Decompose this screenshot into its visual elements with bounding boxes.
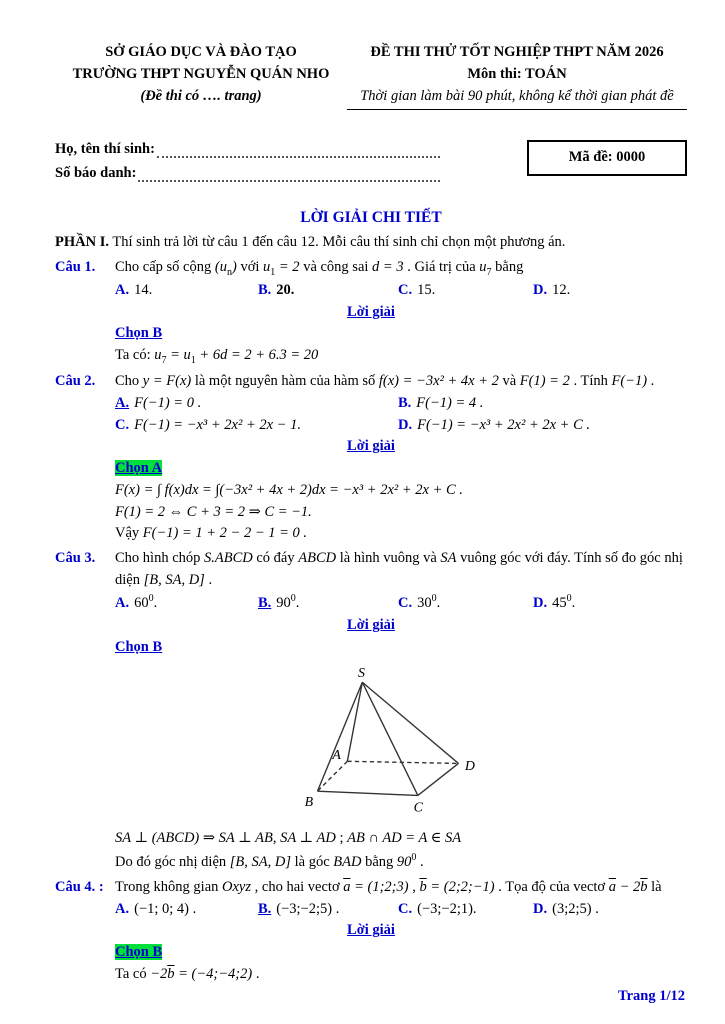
header-left xyxy=(55,42,347,110)
vertex-label-c: C xyxy=(413,800,423,816)
q2-option-c xyxy=(115,415,398,437)
q2-option-d xyxy=(398,415,687,437)
q4-option-c xyxy=(398,899,533,921)
q1-chosen-label: Chọn B xyxy=(115,325,163,342)
q4-option-c-letter: C. xyxy=(398,900,413,917)
student-name-line xyxy=(55,138,440,162)
exam-code-text: Mã đề: 0000 xyxy=(568,149,646,166)
q1-option-d-letter: D. xyxy=(533,281,548,298)
q4-options xyxy=(115,899,687,921)
student-name-label: Họ, tên thí sinh: xyxy=(55,141,155,158)
q3-stem-row xyxy=(55,548,687,592)
exam-code-box xyxy=(527,140,687,176)
question-4 xyxy=(55,877,687,986)
q1-stem-row xyxy=(55,257,687,280)
pyramid-figure xyxy=(279,665,514,817)
q3-option-b-text: $90^0$. xyxy=(276,593,300,612)
q3-number: Câu 3. xyxy=(55,550,96,567)
q1-solution-line-1: Ta có: $u_7 = u_1 + 6d = 2 + 6.3 = 20$ xyxy=(115,347,319,367)
q4-loi-giai-label: Lời giải xyxy=(347,922,395,939)
q3-option-c-letter: C. xyxy=(398,595,413,612)
q2-option-b-text: F(−1) = 4 . xyxy=(416,394,484,411)
q2-option-a xyxy=(115,393,398,415)
exam-subject: Môn thi: TOÁN xyxy=(467,65,567,82)
vertex-label-a: A xyxy=(331,747,341,763)
q4-option-d-letter: D. xyxy=(533,900,548,917)
q3-option-d xyxy=(533,592,687,616)
q4-option-a xyxy=(115,899,258,921)
part1-text: Thí sinh trả lời từ câu 1 đến câu 12. Mỗi câu thí sinh chỉ chọn một phương án. xyxy=(108,234,566,251)
q4-option-a-text: (−1; 0; 4) . xyxy=(134,900,197,917)
q3-option-a xyxy=(115,592,258,616)
q4-option-b-letter: B. xyxy=(258,900,272,917)
q4-loi-giai xyxy=(55,920,687,942)
q3-option-a-letter: A. xyxy=(115,595,130,612)
q3-options xyxy=(115,592,687,616)
q3-option-b-letter: B. xyxy=(258,595,272,612)
q1-option-d-text: 12. xyxy=(552,281,571,298)
question-1 xyxy=(55,257,687,368)
part1-label: PHẦN I. xyxy=(55,234,109,251)
q4-solution-line-1: Ta có $-2\overline{b}$ = (−4;−4;2) . xyxy=(115,965,260,982)
q1-option-a xyxy=(115,280,258,302)
q1-stem: Cho cấp số cộng $(u_n)$ với $u_1 = 2$ và công sai d = 3 . Giá trị của $u_7$ bằng xyxy=(115,259,524,278)
q2-stem-row xyxy=(55,371,687,393)
q2-chosen-label: Chọn A xyxy=(115,460,163,477)
q3-answer xyxy=(115,637,687,659)
q3-chosen-label: Chọn B xyxy=(115,638,163,655)
q4-chosen-label: Chọn B xyxy=(115,944,163,961)
student-id-line xyxy=(55,162,440,186)
school-name: TRƯỜNG THPT NGUYỄN QUÁN NHO xyxy=(72,65,330,82)
org-name: SỞ GIÁO DỤC VÀ ĐÀO TẠO xyxy=(105,44,297,60)
q4-stem-row xyxy=(55,877,687,899)
q1-loi-giai xyxy=(55,302,687,324)
q1-option-a-letter: A. xyxy=(115,281,130,298)
q2-solution-line-2: F(1) = 2 ⇔ C + 3 = 2 ⇒ C = −1. xyxy=(115,503,312,520)
question-2 xyxy=(55,371,687,545)
q4-option-d-text: (3;2;5) . xyxy=(552,900,599,917)
q2-option-b xyxy=(398,393,687,415)
pyramid-edges xyxy=(317,682,458,795)
q4-number: Câu 4. : xyxy=(55,878,104,895)
vertex-label-s: S xyxy=(357,665,365,681)
q4-option-a-letter: A. xyxy=(115,900,130,917)
q2-option-a-letter: A. xyxy=(115,394,130,411)
q3-option-c xyxy=(398,592,533,616)
q3-loi-giai xyxy=(55,615,687,637)
q1-option-b-text: 20. xyxy=(276,281,295,298)
q4-option-b xyxy=(258,899,398,921)
student-info xyxy=(55,138,687,186)
q2-option-d-text: F(−1) = −x³ + 2x² + 2x + C . xyxy=(417,416,591,433)
q4-option-c-text: (−3;−2;1). xyxy=(417,900,477,917)
q3-option-d-letter: D. xyxy=(533,595,548,612)
student-fields xyxy=(55,138,440,186)
q1-option-b xyxy=(258,280,398,302)
q4-answer xyxy=(115,942,687,964)
header-right xyxy=(347,42,687,110)
q1-option-c-letter: C. xyxy=(398,281,413,298)
exam-duration: Thời gian làm bài 90 phút, không kể thời gian phát đề xyxy=(347,86,687,111)
question-3 xyxy=(55,548,687,874)
q3-option-b xyxy=(258,592,398,616)
solution-title: LỜI GIẢI CHI TIẾT xyxy=(300,209,442,227)
q2-option-c-letter: C. xyxy=(115,416,130,433)
q2-loi-giai xyxy=(55,436,687,458)
pyramid-labels xyxy=(304,666,474,816)
q2-options xyxy=(115,393,687,437)
q2-option-a-text: F(−1) = 0 . xyxy=(134,394,202,411)
q3-solution-line-2: Do đó góc nhị diện [B, SA, D] là góc BAD bằng $90^0$ . xyxy=(115,852,424,871)
q3-option-c-text: $30^0$. xyxy=(417,593,441,612)
q1-loi-giai-label: Lời giải xyxy=(347,303,395,320)
q3-solution-line-1: SA ⊥ (ABCD) ⇒ SA ⊥ AB, SA ⊥ AD ; AB ∩ AD = A ∈ SA xyxy=(115,830,462,847)
q1-option-c-text: 15. xyxy=(417,281,436,298)
q1-option-d xyxy=(533,280,687,302)
pyramid-hidden-edges xyxy=(317,761,458,791)
q2-answer xyxy=(115,458,687,480)
q2-solution-line-3: Vậy F(−1) = 1 + 2 − 2 − 1 = 0 . xyxy=(115,525,308,542)
student-id-dotted-line xyxy=(138,162,440,182)
exam-title: ĐỀ THI THỬ TỐT NGHIỆP THPT NĂM 2026 xyxy=(370,44,664,60)
q2-solution-line-1: F(x) = ∫ f(x)dx = ∫(−3x² + 4x + 2)dx = −x³ + 2x² + 2x + C . xyxy=(115,481,463,498)
part1-heading xyxy=(55,232,687,254)
q2-stem: Cho y = F(x) là một nguyên hàm của hàm số f(x) = −3x² + 4x + 2 và F(1) = 2 . Tính F(−1) . xyxy=(115,373,655,390)
page-count-note: (Đề thi có …. trang) xyxy=(140,87,262,104)
q1-option-b-letter: B. xyxy=(258,281,272,298)
q3-option-d-text: $45^0$. xyxy=(552,593,576,612)
q1-number: Câu 1. xyxy=(55,259,96,276)
q4-option-b-text: (−3;−2;5) . xyxy=(276,900,340,917)
q2-number: Câu 2. xyxy=(55,373,96,390)
q1-options xyxy=(115,280,687,302)
q4-option-d xyxy=(533,899,687,921)
q2-option-c-text: F(−1) = −x³ + 2x² + 2x − 1. xyxy=(134,416,301,433)
student-name-dotted-line xyxy=(157,138,440,158)
q3-loi-giai-label: Lời giải xyxy=(347,617,395,634)
q2-loi-giai-label: Lời giải xyxy=(347,438,395,455)
q1-answer xyxy=(115,323,687,345)
q4-stem: Trong không gian Oxyz , cho hai vectơ $\overline{a}$ = (1;2;3) , $\overline{b}$ = (2;2;−1) . Tọa độ của vectơ $\overline{a} - 2\overline{b}$ là xyxy=(115,878,662,895)
q3-stem: Cho hình chóp S.ABCD có đáy ABCD là hình vuông và SA vuông góc với đáy. Tính số đo góc nhị diện [B, SA, D] . xyxy=(115,550,683,588)
q2-option-d-letter: D. xyxy=(398,416,413,433)
q3-figure-wrap xyxy=(105,665,687,825)
q2-option-b-letter: B. xyxy=(398,394,412,411)
vertex-label-d: D xyxy=(464,758,475,774)
q3-option-a-text: $60^0$. xyxy=(134,593,158,612)
q1-option-c xyxy=(398,280,533,302)
q1-option-a-text: 14. xyxy=(134,281,153,298)
vertex-label-b: B xyxy=(304,794,313,810)
page-number: Trang 1/12 xyxy=(618,988,685,1005)
student-id-label: Số báo danh: xyxy=(55,165,137,182)
header xyxy=(55,42,687,110)
